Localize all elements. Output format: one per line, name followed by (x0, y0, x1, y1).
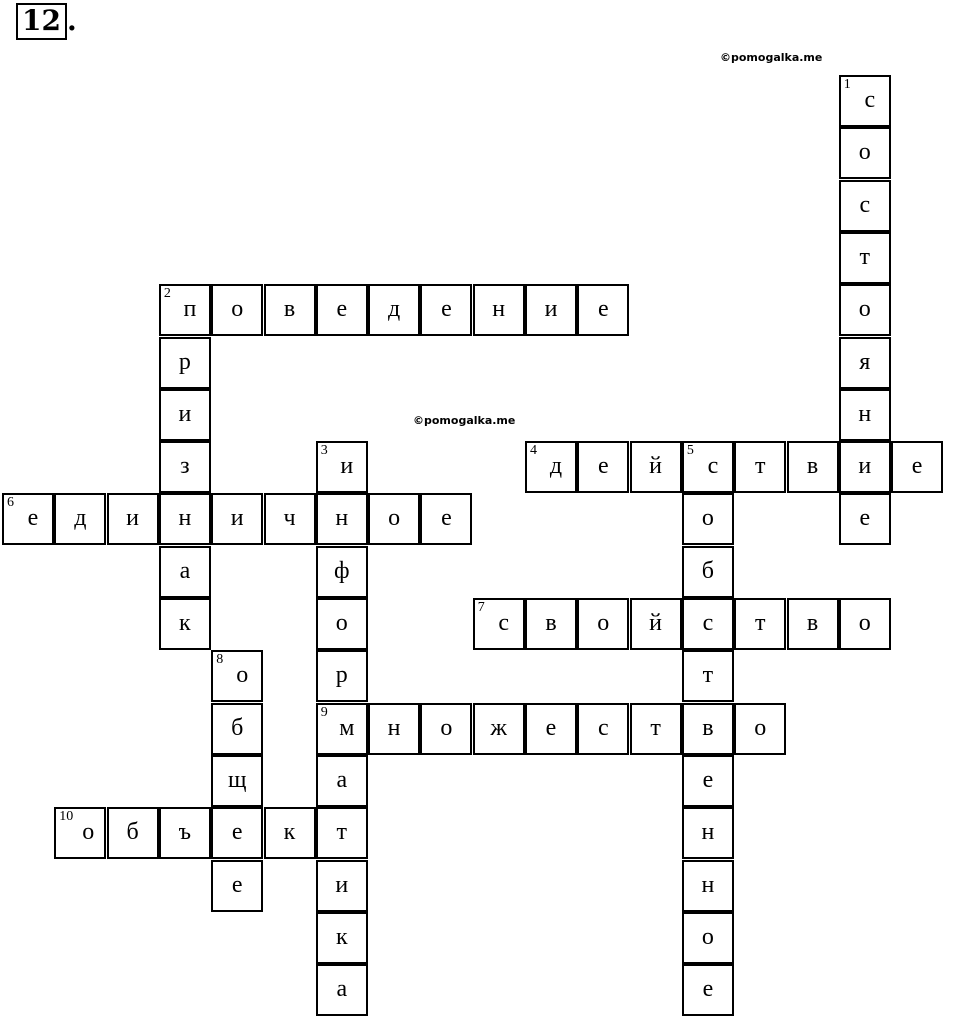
cell-letter: о (701, 923, 714, 950)
crossword-cell[interactable] (630, 441, 682, 493)
crossword-cell[interactable] (211, 755, 263, 807)
cell-letter: б (126, 819, 139, 846)
crossword-cell[interactable] (577, 598, 629, 650)
crossword-cell[interactable] (839, 337, 891, 389)
cell-letter: н (387, 714, 401, 741)
crossword-cell[interactable] (420, 703, 472, 755)
cell-letter: с (597, 714, 609, 741)
clue-number: 1 (843, 77, 851, 92)
cell-letter: й (649, 453, 663, 480)
crossword-cell[interactable] (211, 860, 263, 912)
crossword-cell[interactable] (211, 284, 263, 336)
crossword-cell[interactable] (368, 703, 420, 755)
clue-number: 10 (59, 809, 74, 825)
crossword-cell[interactable] (473, 598, 525, 650)
cell-letter: е (231, 819, 243, 846)
crossword-cell[interactable] (839, 284, 891, 336)
cell-letter: о (701, 505, 714, 532)
cell-letter: б (701, 557, 714, 584)
crossword-cell[interactable] (159, 546, 211, 598)
crossword-cell[interactable] (682, 703, 734, 755)
cell-letter: а (179, 557, 191, 584)
cell-letter: д (387, 296, 401, 323)
clue-number: 6 (7, 495, 14, 511)
cell-letter: н (701, 819, 715, 846)
crossword-cell[interactable] (159, 441, 211, 493)
cell-letter: к (283, 819, 296, 846)
cell-letter: о (231, 296, 244, 323)
crossword-cell[interactable] (159, 284, 211, 336)
crossword-cell[interactable] (316, 703, 368, 755)
cell-letter: р (178, 348, 191, 375)
crossword-cell[interactable] (682, 650, 734, 702)
crossword-cell[interactable] (630, 598, 682, 650)
crossword-cell[interactable] (2, 493, 54, 545)
watermark-top-right: ©pomogalka.me (720, 51, 823, 64)
cell-letter: й (649, 610, 663, 636)
cell-letter: с (859, 191, 871, 218)
crossword-cell[interactable] (682, 807, 734, 859)
cell-letter: ъ (178, 819, 192, 846)
cell-letter: е (597, 296, 609, 323)
cell-letter: и (340, 453, 354, 480)
cell-letter: о (754, 714, 767, 741)
cell-letter: т (754, 610, 766, 636)
crossword-cell[interactable] (211, 807, 263, 859)
task-number-box: 12 (16, 3, 67, 40)
crossword-cell[interactable] (316, 860, 368, 912)
crossword-cell[interactable] (159, 337, 211, 389)
cell-letter: и (178, 400, 192, 427)
crossword-cell[interactable] (839, 75, 891, 127)
crossword-cell[interactable] (316, 441, 368, 493)
crossword-cell[interactable] (54, 807, 106, 859)
cell-letter: и (335, 871, 349, 898)
crossword-cell[interactable] (316, 546, 368, 598)
task-number-dot: . (66, 4, 77, 37)
crossword-cell[interactable] (420, 493, 472, 545)
crossword-cell[interactable] (420, 284, 472, 336)
cell-letter: н (492, 296, 506, 323)
crossword-cell[interactable] (316, 598, 368, 650)
crossword-cell[interactable] (525, 598, 577, 650)
cell-letter: т (702, 662, 714, 689)
crossword-cell[interactable] (107, 493, 159, 545)
crossword-cell[interactable] (734, 703, 786, 755)
cell-letter: в (283, 296, 296, 323)
crossword-cell[interactable] (159, 493, 211, 545)
cell-letter: щ (227, 766, 247, 793)
cell-letter: а (336, 766, 348, 793)
crossword-cell[interactable] (316, 912, 368, 964)
crossword-cell[interactable] (107, 807, 159, 859)
crossword-cell[interactable] (368, 493, 420, 545)
cell-letter: в (702, 714, 714, 741)
cell-letter: с (707, 453, 719, 480)
crossword-cell[interactable] (891, 441, 943, 493)
cell-letter: и (544, 296, 558, 323)
crossword-cell[interactable] (630, 703, 682, 755)
crossword-cell[interactable] (734, 441, 786, 493)
crossword-cell[interactable] (787, 598, 839, 650)
cell-letter: в (806, 610, 819, 636)
cell-letter: н (178, 505, 192, 532)
crossword-cell[interactable] (682, 441, 734, 493)
cell-letter: о (858, 139, 871, 166)
crossword-cell[interactable] (316, 807, 368, 859)
crossword-cell[interactable] (682, 493, 734, 545)
cell-letter: н (858, 400, 872, 427)
cell-letter: о (440, 714, 453, 741)
crossword-cell[interactable] (316, 284, 368, 336)
crossword-cell[interactable] (473, 703, 525, 755)
crossword-cell[interactable] (839, 180, 891, 232)
cell-letter: о (388, 505, 401, 532)
cell-letter: е (231, 871, 243, 898)
crossword-cell[interactable] (211, 493, 263, 545)
cell-letter: с (498, 610, 510, 636)
cell-letter: д (549, 453, 563, 480)
crossword-cell[interactable] (682, 546, 734, 598)
crossword-cell[interactable] (682, 755, 734, 807)
cell-letter: е (441, 296, 452, 323)
crossword-cell[interactable] (159, 598, 211, 650)
crossword-cell[interactable] (54, 493, 106, 545)
cell-letter: д (74, 505, 87, 532)
cell-letter: о (236, 662, 249, 689)
clue-number: 4 (530, 443, 537, 459)
crossword-cell[interactable] (577, 441, 629, 493)
cell-letter: с (702, 610, 714, 636)
cell-letter: о (858, 610, 871, 636)
crossword-cell[interactable] (682, 598, 734, 650)
clue-number: 3 (320, 443, 328, 459)
cell-letter: е (597, 453, 609, 480)
crossword-cell[interactable] (211, 703, 263, 755)
crossword-cell[interactable] (525, 441, 577, 493)
crossword-cell[interactable] (839, 232, 891, 284)
crossword-cell[interactable] (316, 650, 368, 702)
cell-letter: е (859, 505, 871, 532)
cell-letter: к (179, 610, 191, 636)
crossword-cell[interactable] (264, 807, 316, 859)
crossword-cell[interactable] (682, 860, 734, 912)
cell-letter: о (82, 819, 95, 846)
crossword-cell[interactable] (682, 964, 734, 1016)
crossword-cell[interactable] (577, 284, 629, 336)
crossword-cell[interactable] (316, 493, 368, 545)
cell-letter: н (335, 505, 349, 532)
cell-letter: п (183, 296, 197, 323)
crossword-cell[interactable] (473, 284, 525, 336)
cell-letter: е (702, 766, 714, 793)
crossword-cell[interactable] (839, 127, 891, 179)
cell-letter: ч (283, 505, 296, 532)
clue-number: 8 (216, 652, 224, 668)
cell-letter: в (806, 453, 819, 480)
clue-number: 7 (477, 600, 485, 615)
crossword-cell[interactable] (682, 912, 734, 964)
cell-letter: в (545, 610, 557, 636)
cell-letter: ж (490, 714, 507, 741)
crossword-cell[interactable] (839, 493, 891, 545)
cell-letter: е (702, 976, 714, 1003)
crossword-cell[interactable] (316, 964, 368, 1016)
crossword-cell[interactable] (211, 650, 263, 702)
cell-letter: е (911, 453, 923, 480)
crossword-cell[interactable] (577, 703, 629, 755)
cell-letter: я (859, 348, 871, 375)
crossword-cell[interactable] (264, 493, 316, 545)
cell-letter: ф (334, 557, 350, 584)
clue-number: 2 (163, 286, 171, 302)
cell-letter: т (336, 819, 348, 846)
crossword-cell[interactable] (839, 598, 891, 650)
cell-letter: е (336, 296, 348, 323)
cell-letter: с (864, 87, 876, 113)
cell-letter: и (126, 505, 140, 532)
crossword-cell[interactable] (839, 441, 891, 493)
crossword-cell[interactable] (839, 389, 891, 441)
cell-letter: и (230, 505, 244, 532)
clue-number: 9 (320, 704, 328, 720)
crossword-cell[interactable] (525, 284, 577, 336)
crossword-cell[interactable] (734, 598, 786, 650)
cell-letter: и (858, 453, 872, 480)
crossword-cell[interactable] (316, 755, 368, 807)
crossword-cell[interactable] (159, 807, 211, 859)
cell-letter: т (859, 243, 871, 270)
crossword-cell[interactable] (787, 441, 839, 493)
cell-letter: м (339, 714, 355, 741)
crossword-cell[interactable] (264, 284, 316, 336)
cell-letter: т (754, 453, 766, 480)
cell-letter: е (27, 505, 39, 532)
watermark-center: ©pomogalka.me (413, 414, 516, 427)
cell-letter: н (701, 871, 715, 898)
cell-letter: о (597, 610, 610, 636)
cell-letter: з (180, 453, 190, 480)
crossword-cell[interactable] (368, 284, 420, 336)
clue-number: 5 (686, 443, 694, 459)
cell-letter: к (335, 923, 348, 950)
cell-letter: б (231, 714, 244, 741)
cell-letter: о (335, 610, 348, 636)
cell-letter: т (650, 714, 661, 741)
cell-letter: а (336, 976, 348, 1003)
crossword-cell[interactable] (525, 703, 577, 755)
cell-letter: о (858, 296, 871, 323)
cell-letter: р (335, 662, 348, 689)
crossword-cell[interactable] (159, 389, 211, 441)
cell-letter: е (441, 505, 452, 532)
cell-letter: е (545, 714, 557, 741)
